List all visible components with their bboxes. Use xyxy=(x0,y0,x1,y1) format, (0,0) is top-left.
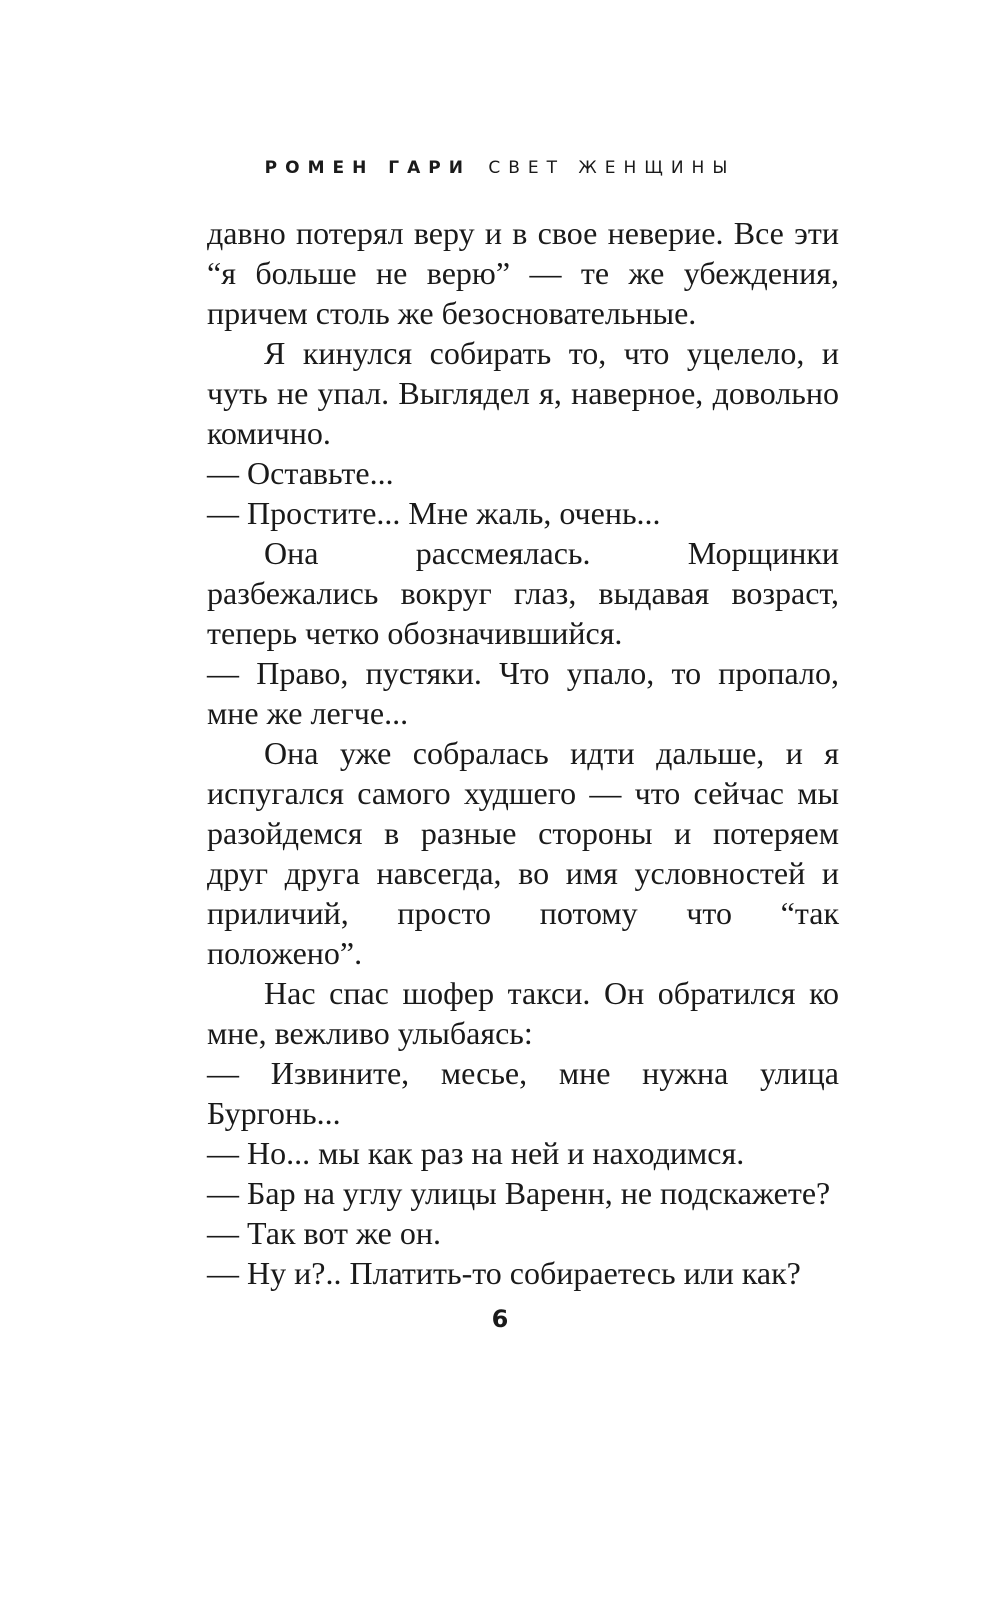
dialogue-line: — Оставьте... xyxy=(207,455,394,491)
paragraph: Она рассмеялась. Морщинки разбежались вокруг глаз, выдавая возраст, теперь четко обозначившийся. xyxy=(207,535,839,651)
dialogue-line: — Простите... Мне жаль, очень... xyxy=(207,495,661,531)
body-text xyxy=(207,213,839,1293)
dialogue-line: — Право, пустяки. Что упало, то пропало, мне же легче... xyxy=(207,655,839,731)
dialogue-line: — Извините, месье, мне нужна улица Бургонь... xyxy=(207,1055,839,1131)
dialogue-line: — Но... мы как раз на ней и находимся. xyxy=(207,1135,745,1171)
paragraph: Я кинулся собирать то, что уцелело, и чуть не упал. Выглядел я, наверное, довольно комично. xyxy=(207,335,839,451)
running-head-book-title: СВЕТ ЖЕНЩИНЫ xyxy=(488,158,736,178)
page-number: 6 xyxy=(491,1305,509,1333)
dialogue-line: — Ну и?.. Платить-то собираетесь или как? xyxy=(207,1255,801,1291)
paragraph-continuation: давно потерял веру и в свое неверие. Все эти “я больше не верю” — те же убеждения, причем столь же безосновательные. xyxy=(207,215,839,331)
paragraph: Она уже собралась идти дальше, и я испугался самого худшего — что сейчас мы разойдемся в разные стороны и потеряем друг друга навсегда, во имя условностей и приличий, просто потому что “так положено”. xyxy=(207,735,839,971)
running-head-author: РОМЕН ГАРИ xyxy=(264,158,471,178)
running-head xyxy=(0,156,1000,180)
dialogue-line: — Бар на углу улицы Варенн, не подскажете? xyxy=(207,1175,831,1211)
dialogue-line: — Так вот же он. xyxy=(207,1215,441,1251)
paragraph: Нас спас шофер такси. Он обратился ко мне, вежливо улыбаясь: xyxy=(207,975,839,1051)
